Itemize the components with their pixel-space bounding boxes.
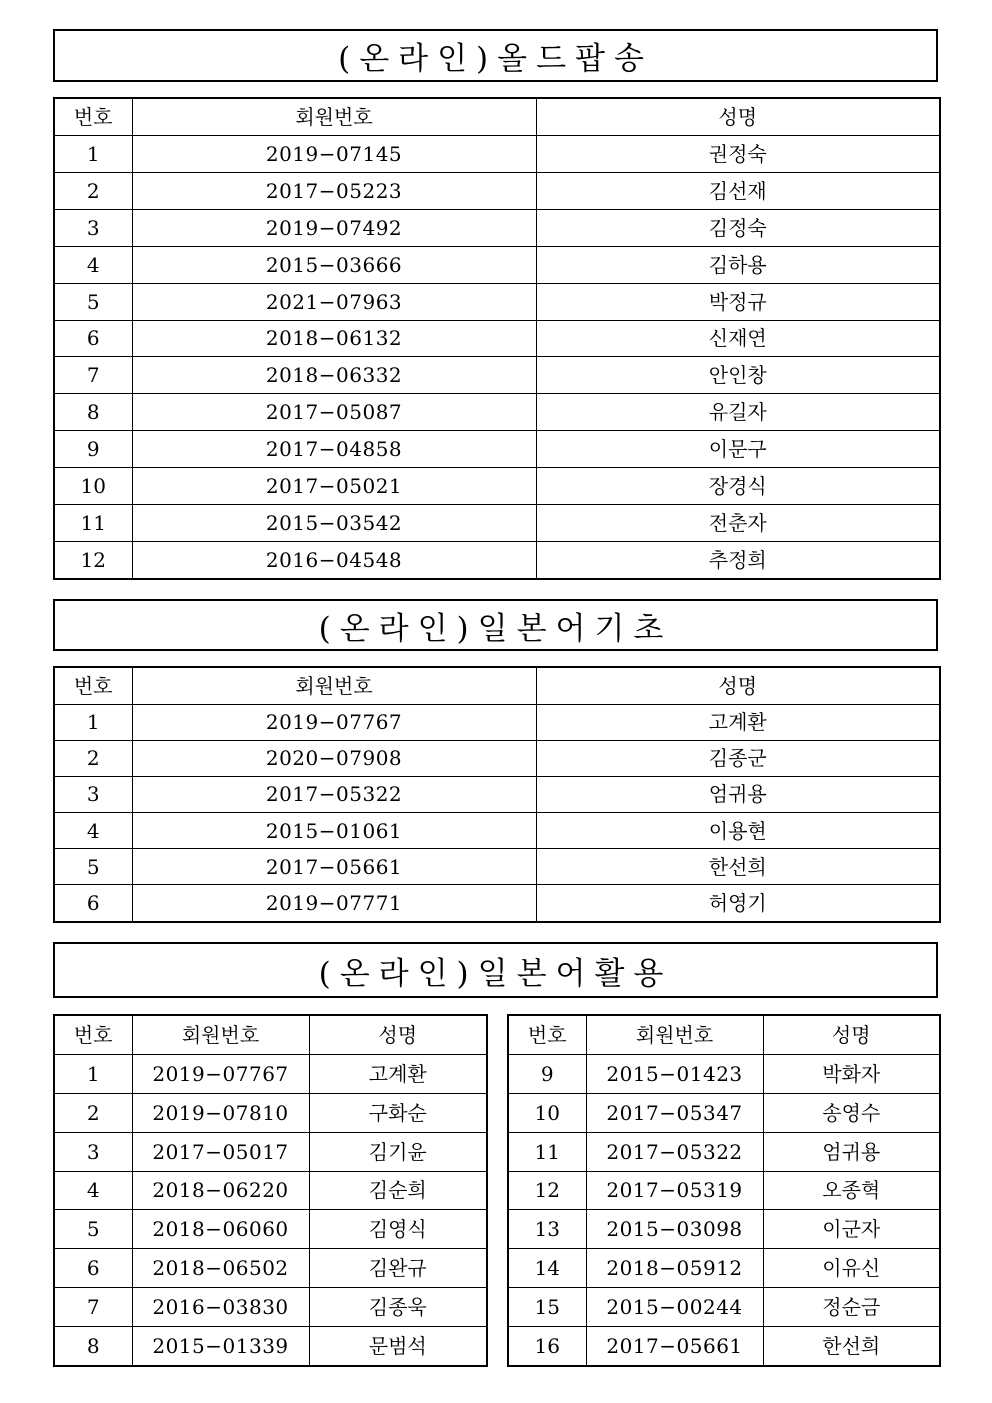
- cell-name: 유길자: [536, 394, 940, 431]
- cell-number: 12: [54, 541, 132, 579]
- cell-name: 엄귀용: [536, 776, 940, 812]
- cell-member-id: 2018−06220: [132, 1171, 309, 1210]
- cell-number: 15: [508, 1287, 586, 1326]
- cell-number: 1: [54, 1055, 132, 1094]
- table-row: [54, 885, 940, 922]
- table-row: [54, 813, 940, 849]
- header-col-number: 번호: [54, 667, 132, 704]
- cell-number: 12: [508, 1171, 586, 1210]
- table-row: [508, 1249, 940, 1288]
- cell-number: 10: [54, 467, 132, 504]
- table-row: [54, 394, 940, 431]
- cell-member-id: 2015−01061: [132, 813, 536, 849]
- cell-number: 4: [54, 1171, 132, 1210]
- table-row: [508, 1326, 940, 1366]
- cell-number: 4: [54, 246, 132, 283]
- cell-number: 6: [54, 1249, 132, 1288]
- cell-name: 김선재: [536, 173, 940, 210]
- cell-member-id: 2018−06132: [132, 320, 536, 357]
- roster-table-japanese-basic: [53, 666, 941, 923]
- cell-number: 9: [508, 1055, 586, 1094]
- cell-name: 고계환: [536, 704, 940, 740]
- table-row: [54, 1171, 487, 1210]
- cell-number: 1: [54, 136, 132, 173]
- cell-member-id: 2018−06060: [132, 1210, 309, 1249]
- cell-name: 김완규: [309, 1249, 487, 1288]
- table-row: [54, 849, 940, 885]
- cell-name: 이유신: [763, 1249, 940, 1288]
- cell-name: 구화순: [309, 1093, 487, 1132]
- cell-name: 한선희: [763, 1326, 940, 1366]
- cell-number: 7: [54, 1287, 132, 1326]
- header-col-name: 성명: [536, 667, 940, 704]
- roster-table-oldpop: [53, 97, 941, 580]
- cell-number: 14: [508, 1249, 586, 1288]
- table-row: [54, 136, 940, 173]
- table-row: [54, 776, 940, 812]
- cell-name: 이문구: [536, 431, 940, 468]
- table-header-row: [54, 1015, 487, 1055]
- section-title-japanese-applied: (온라인)일본어활용: [53, 942, 938, 998]
- cell-number: 4: [54, 813, 132, 849]
- table-row: [54, 1210, 487, 1249]
- cell-number: 2: [54, 173, 132, 210]
- cell-member-id: 2017−05661: [132, 849, 536, 885]
- cell-member-id: 2015−01339: [132, 1326, 309, 1366]
- table-row: [508, 1132, 940, 1171]
- cell-number: 9: [54, 431, 132, 468]
- cell-name: 권정숙: [536, 136, 940, 173]
- cell-number: 11: [54, 504, 132, 541]
- cell-member-id: 2019−07767: [132, 1055, 309, 1094]
- table-row: [54, 504, 940, 541]
- table-row: [54, 431, 940, 468]
- cell-member-id: 2015−01423: [586, 1055, 763, 1094]
- cell-number: 5: [54, 1210, 132, 1249]
- cell-member-id: 2019−07810: [132, 1093, 309, 1132]
- cell-member-id: 2017−05319: [586, 1171, 763, 1210]
- table-row: [54, 173, 940, 210]
- cell-name: 장경식: [536, 467, 940, 504]
- cell-number: 7: [54, 357, 132, 394]
- cell-number: 6: [54, 885, 132, 922]
- section-title-oldpop: (온라인)올드팝송: [53, 29, 938, 82]
- table-row: [54, 541, 940, 579]
- cell-member-id: 2020−07908: [132, 740, 536, 776]
- cell-name: 안인창: [536, 357, 940, 394]
- cell-number: 3: [54, 776, 132, 812]
- table-row: [54, 1326, 487, 1366]
- cell-name: 김정숙: [536, 209, 940, 246]
- cell-number: 2: [54, 740, 132, 776]
- cell-number: 8: [54, 1326, 132, 1366]
- table-header-row: [54, 667, 940, 704]
- cell-member-id: 2016−03830: [132, 1287, 309, 1326]
- cell-number: 16: [508, 1326, 586, 1366]
- header-col-member-id: 회원번호: [132, 667, 536, 704]
- cell-member-id: 2017−05087: [132, 394, 536, 431]
- cell-member-id: 2017−05021: [132, 467, 536, 504]
- cell-member-id: 2017−05347: [586, 1093, 763, 1132]
- header-col-member-id: 회원번호: [132, 1015, 309, 1055]
- cell-name: 김종군: [536, 740, 940, 776]
- cell-name: 허영기: [536, 885, 940, 922]
- cell-name: 추정희: [536, 541, 940, 579]
- table-header-row: [54, 98, 940, 136]
- table-row: [508, 1055, 940, 1094]
- table-row: [54, 320, 940, 357]
- cell-name: 오종혁: [763, 1171, 940, 1210]
- cell-number: 5: [54, 283, 132, 320]
- cell-member-id: 2017−05223: [132, 173, 536, 210]
- header-col-member-id: 회원번호: [586, 1015, 763, 1055]
- cell-name: 김영식: [309, 1210, 487, 1249]
- cell-name: 고계환: [309, 1055, 487, 1094]
- header-col-number: 번호: [54, 1015, 132, 1055]
- cell-member-id: 2019−07492: [132, 209, 536, 246]
- cell-number: 3: [54, 209, 132, 246]
- cell-name: 정순금: [763, 1287, 940, 1326]
- cell-name: 한선희: [536, 849, 940, 885]
- table-row: [54, 1287, 487, 1326]
- cell-member-id: 2018−05912: [586, 1249, 763, 1288]
- cell-member-id: 2017−05017: [132, 1132, 309, 1171]
- cell-number: 10: [508, 1093, 586, 1132]
- table-row: [54, 740, 940, 776]
- cell-member-id: 2019−07767: [132, 704, 536, 740]
- header-col-member-id: 회원번호: [132, 98, 536, 136]
- table-row: [54, 704, 940, 740]
- cell-member-id: 2017−05322: [586, 1132, 763, 1171]
- header-col-number: 번호: [508, 1015, 586, 1055]
- cell-name: 김종욱: [309, 1287, 487, 1326]
- table-row: [54, 1093, 487, 1132]
- cell-member-id: 2015−00244: [586, 1287, 763, 1326]
- header-col-name: 성명: [763, 1015, 940, 1055]
- cell-number: 3: [54, 1132, 132, 1171]
- cell-name: 김기윤: [309, 1132, 487, 1171]
- cell-number: 13: [508, 1210, 586, 1249]
- table-row: [508, 1210, 940, 1249]
- cell-name: 박정규: [536, 283, 940, 320]
- cell-name: 문범석: [309, 1326, 487, 1366]
- header-col-number: 번호: [54, 98, 132, 136]
- cell-number: 2: [54, 1093, 132, 1132]
- cell-member-id: 2018−06502: [132, 1249, 309, 1288]
- table-row: [54, 283, 940, 320]
- table-row: [508, 1093, 940, 1132]
- table-row: [54, 1249, 487, 1288]
- cell-member-id: 2015−03666: [132, 246, 536, 283]
- roster-table-japanese-applied-left: [53, 1014, 488, 1367]
- header-col-name: 성명: [536, 98, 940, 136]
- cell-member-id: 2015−03542: [132, 504, 536, 541]
- cell-member-id: 2015−03098: [586, 1210, 763, 1249]
- table-row: [54, 357, 940, 394]
- cell-name: 김하용: [536, 246, 940, 283]
- table-row: [54, 467, 940, 504]
- table-row: [54, 209, 940, 246]
- cell-name: 엄귀용: [763, 1132, 940, 1171]
- table-row: [508, 1171, 940, 1210]
- cell-member-id: 2017−04858: [132, 431, 536, 468]
- table-row: [54, 1132, 487, 1171]
- cell-member-id: 2018−06332: [132, 357, 536, 394]
- cell-member-id: 2017−05661: [586, 1326, 763, 1366]
- cell-number: 5: [54, 849, 132, 885]
- cell-number: 11: [508, 1132, 586, 1171]
- cell-name: 신재연: [536, 320, 940, 357]
- cell-member-id: 2016−04548: [132, 541, 536, 579]
- cell-member-id: 2017−05322: [132, 776, 536, 812]
- cell-name: 김순희: [309, 1171, 487, 1210]
- cell-number: 6: [54, 320, 132, 357]
- table-row: [54, 246, 940, 283]
- cell-number: 8: [54, 394, 132, 431]
- cell-number: 1: [54, 704, 132, 740]
- cell-name: 이용현: [536, 813, 940, 849]
- roster-table-japanese-applied-right: [507, 1014, 941, 1367]
- table-header-row: [508, 1015, 940, 1055]
- section-title-japanese-basic: (온라인)일본어기초: [53, 599, 938, 651]
- cell-member-id: 2019−07145: [132, 136, 536, 173]
- cell-member-id: 2019−07771: [132, 885, 536, 922]
- cell-name: 박화자: [763, 1055, 940, 1094]
- cell-name: 송영수: [763, 1093, 940, 1132]
- cell-member-id: 2021−07963: [132, 283, 536, 320]
- header-col-name: 성명: [309, 1015, 487, 1055]
- cell-name: 전춘자: [536, 504, 940, 541]
- cell-name: 이군자: [763, 1210, 940, 1249]
- table-row: [54, 1055, 487, 1094]
- table-row: [508, 1287, 940, 1326]
